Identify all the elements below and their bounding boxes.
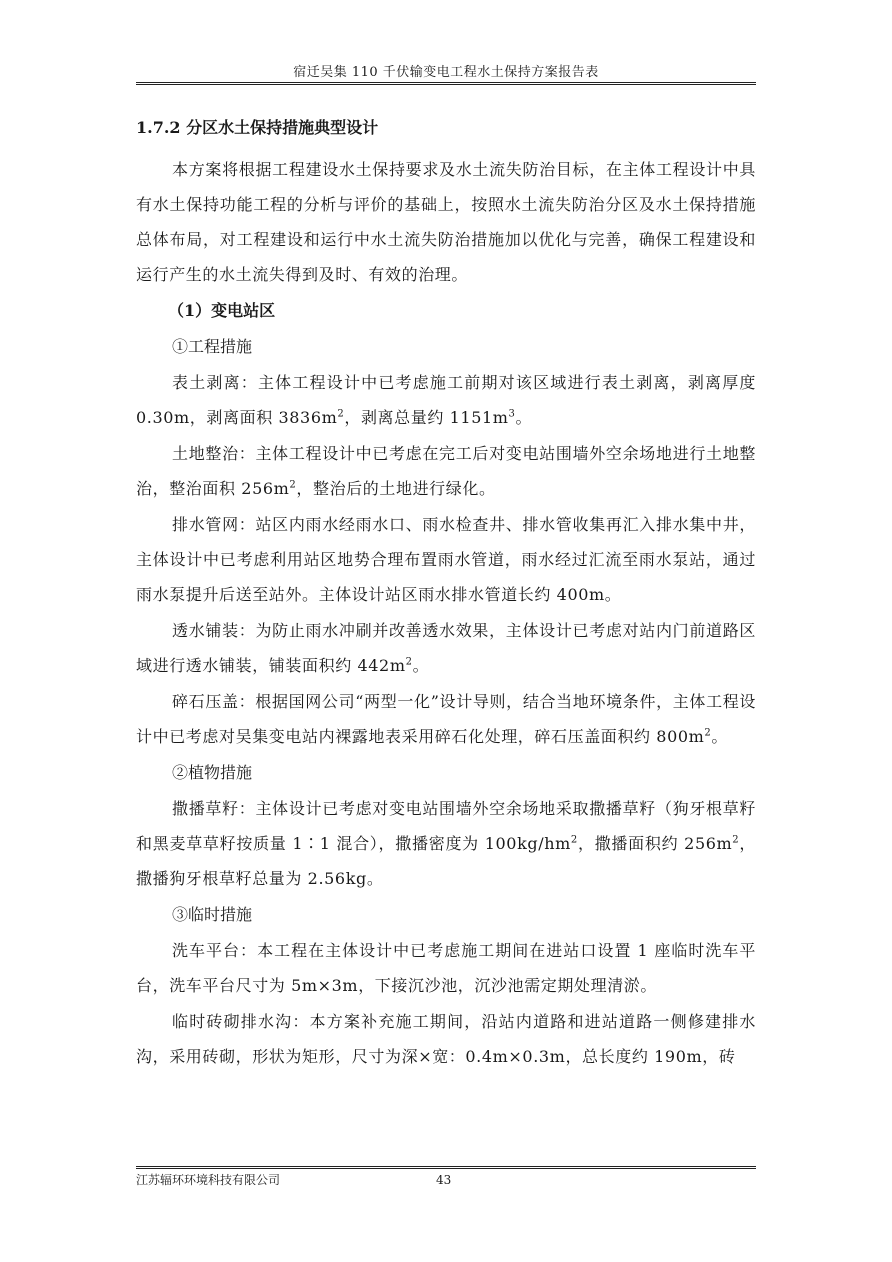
grass-sup-area: 2 [732,834,740,846]
page-number: 43 [436,1173,452,1187]
header-rule [136,82,756,83]
topsoil-sup-area: 2 [337,408,345,420]
land-paragraph [136,436,756,506]
gravel-paragraph [136,684,756,754]
pave-paragraph [136,613,756,683]
ditch-paragraph: 临时砖砌排水沟：本方案补充施工期间，沿站内道路和进站道路一侧修建排水沟，采用砖砌，形状为矩形，尺寸为深×宽：0.4m×0.3m，总长度约 190m，砖 [136,1012,756,1066]
grass-paragraph [136,791,756,896]
engineering-measures-title: ①工程措施 [172,337,253,356]
topsoil-text-c: 。 [515,408,533,427]
topsoil-text-b: ，剥离总量约 1151m [344,408,509,427]
header-rule-double [136,84,756,85]
pave-text-a: 透水铺装：为防止雨水冲刷并改善透水效果，主体设计已考虑对站内门前道路区域进行透水铺装，铺装面积约 442m [136,621,756,675]
document-body [136,110,756,1075]
pave-text-b: 。 [412,656,430,675]
section-title: 1.7.2 分区水土保持措施典型设计 [136,118,379,137]
topsoil-paragraph [136,365,756,435]
footer-rule-double [136,1168,756,1169]
gravel-text-a: 碎石压盖：根据国网公司“两型一化”设计导则，结合当地环境条件，主体工程设计中已考虑对吴集变电站内裸露地表采用碎石化处理，碎石压盖面积约 800m [136,692,756,746]
land-text-b: ，整治后的土地进行绿化。 [296,479,496,498]
land-sup: 2 [289,479,297,491]
gravel-sup: 2 [704,727,712,739]
grass-text-b: ，撒播面积约 256m [577,834,733,853]
grass-text-c: ，撒播狗牙根草籽总量为 2.56kg。 [136,834,756,888]
topsoil-sup-volume: 3 [508,408,516,420]
temporary-measures-title: ③临时措施 [172,905,253,924]
grass-text-a: 撒播草籽：主体设计已考虑对变电站围墙外空余场地采取撒播草籽（狗牙根草籽和黑麦草草籽按质量 1∶1 混合），撒播密度为 100kg/hm [136,799,756,853]
zone-substation-title: （1）变电站区 [168,301,276,320]
intro-paragraph: 本方案将根据工程建设水土保持要求及水土流失防治目标，在主体工程设计中具有水土保持功能工程的分析与评价的基础上，按照水土流失防治分区及水土保持措施总体布局，对工程建设和运行中水土流失防治措施加以优化与完善，确保工程建设和运行产生的水土流失得到及时、有效的治理。 [136,160,756,284]
grass-sup-density: 2 [570,834,578,846]
vegetation-measures-title: ②植物措施 [172,763,253,782]
wash-paragraph: 洗车平台：本工程在主体设计中已考虑施工期间在进站口设置 1 座临时洗车平台，洗车平台尺寸为 5m×3m，下接沉沙池，沉沙池需定期处理清淤。 [136,941,756,995]
footer-company: 江苏辐环环境科技有限公司 [136,1173,281,1187]
drain-paragraph: 排水管网：站区内雨水经雨水口、雨水检查井、排水管收集再汇入排水集中井，主体设计中已考虑利用站区地势合理布置雨水管道，雨水经过汇流至雨水泵站，通过雨水泵提升后送至站外。主体设计站区雨水排水管道长约 400m。 [136,515,756,604]
topsoil-text-a: 表土剥离：主体工程设计中已考虑施工前期对该区域进行表土剥离，剥离厚度 0.30m，剥离面积 3836m [136,373,756,427]
land-text-a: 土地整治：主体工程设计中已考虑在完工后对变电站围墙外空余场地进行土地整治，整治面积 256m [136,444,756,498]
page-header: 宿迁吴集 110 千伏输变电工程水土保持方案报告表 [293,65,599,80]
footer-rule [136,1166,756,1167]
pave-sup: 2 [405,656,413,668]
gravel-text-b: 。 [711,727,728,746]
